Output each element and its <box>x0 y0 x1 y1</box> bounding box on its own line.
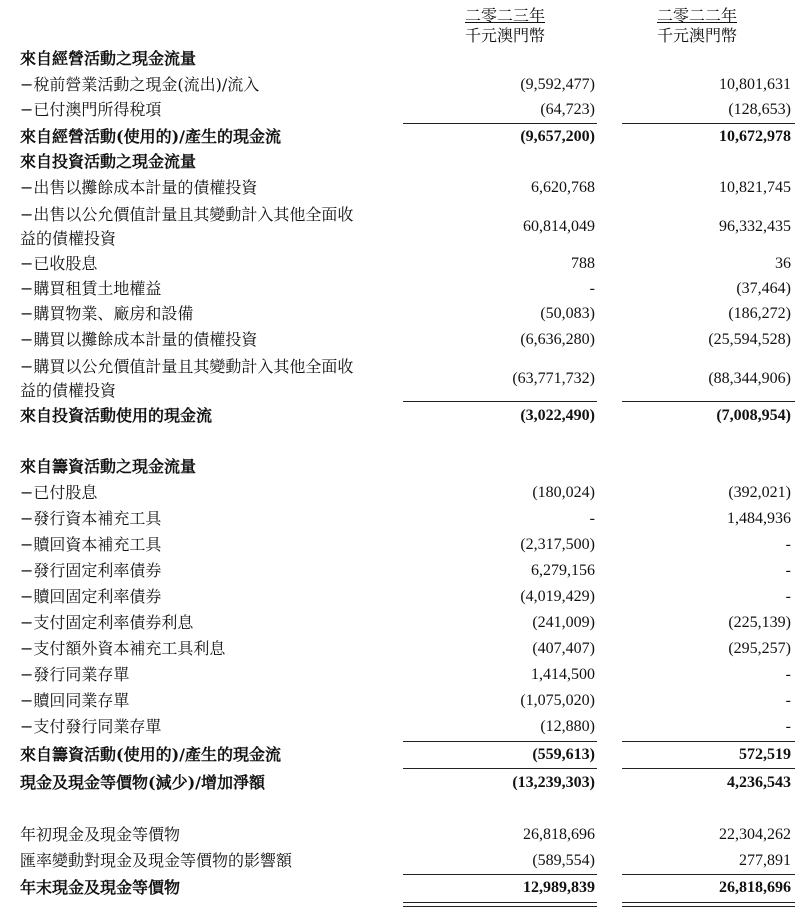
value-2022: (295,257) <box>728 640 791 657</box>
table-row <box>0 508 803 532</box>
value-2023: 12,989,839 <box>523 879 595 896</box>
value-2022: 277,891 <box>739 852 791 869</box>
value-2023: 6,279,156 <box>531 562 595 579</box>
net-change-row <box>0 772 803 796</box>
subtotal-rule <box>622 874 795 875</box>
table-row <box>0 253 803 277</box>
row-label: −已收股息 <box>20 254 98 273</box>
value-2022: 36 <box>775 255 791 272</box>
value-2023: (13,239,303) <box>512 774 595 791</box>
value-2022: 22,304,262 <box>719 826 791 843</box>
value-2022: - <box>785 562 791 579</box>
row-label: 來自籌資活動之現金流量 <box>20 457 197 476</box>
row-label: −購買以公允價值計量且其變動計入其他全面收 益的債權投資 <box>20 357 354 400</box>
row-label: −已付澳門所得稅項 <box>20 100 162 119</box>
table-row <box>0 203 803 251</box>
subtotal-row <box>0 126 803 150</box>
row-label: 來自投資活動使用的現金流 <box>20 406 213 425</box>
column-year-2022: 二零二二年 <box>656 6 737 25</box>
closing-balance-row <box>0 877 803 901</box>
subtotal-rule <box>403 768 597 769</box>
table-row <box>0 278 803 302</box>
subtotal-rule <box>622 123 795 124</box>
row-label: 來自經營活動(使用的)/產生的現金流 <box>20 127 281 146</box>
value-2022: 1,484,936 <box>727 510 791 527</box>
row-label: 來自經營活動之現金流量 <box>20 49 197 68</box>
value-2023: (63,771,732) <box>512 370 595 387</box>
value-2022: 10,821,745 <box>719 179 791 196</box>
value-2023: (407,407) <box>532 640 595 657</box>
table-row <box>0 482 803 506</box>
value-2022: (25,594,528) <box>708 331 791 348</box>
value-2022: (37,464) <box>736 280 791 297</box>
column-unit-2023: 千元澳門幣 <box>464 26 545 45</box>
row-label: −支付發行同業存單 <box>20 717 162 736</box>
value-2023: (64,723) <box>540 101 595 118</box>
section-financing-heading <box>0 456 803 480</box>
value-2022: (392,021) <box>728 484 791 501</box>
table-row <box>0 355 803 403</box>
table-row <box>0 560 803 584</box>
value-2022: (186,272) <box>728 305 791 322</box>
subtotal-rule <box>622 741 795 742</box>
row-label: −贖回固定利率債券 <box>20 587 162 606</box>
value-2022: 10,801,631 <box>719 76 791 93</box>
row-label: 來自籌資活動(使用的)/產生的現金流 <box>20 745 281 764</box>
value-2023: 788 <box>571 255 595 272</box>
value-2023: 26,818,696 <box>523 826 595 843</box>
value-2022: - <box>785 536 791 553</box>
value-2022: 10,672,978 <box>719 128 791 145</box>
row-label: 年初現金及現金等價物 <box>20 825 181 844</box>
value-2023: (2,317,500) <box>520 536 595 553</box>
value-2022: - <box>785 692 791 709</box>
total-double-rule <box>403 902 597 907</box>
value-2023: (1,075,020) <box>520 692 595 709</box>
table-row <box>0 586 803 610</box>
value-2023: (3,022,490) <box>520 407 595 424</box>
value-2022: (88,344,906) <box>708 370 791 387</box>
value-2022: - <box>785 718 791 735</box>
subtotal-row <box>0 744 803 768</box>
subtotal-rule <box>403 741 597 742</box>
table-row <box>0 74 803 98</box>
value-2023: 60,814,049 <box>523 218 595 235</box>
table-row <box>0 177 803 201</box>
table-row <box>0 664 803 688</box>
subtotal-rule <box>622 401 795 402</box>
row-label: −贖回同業存單 <box>20 691 130 710</box>
table-row <box>0 99 803 123</box>
value-2022: 572,519 <box>739 746 791 763</box>
value-2022: 96,332,435 <box>719 218 791 235</box>
row-label: 現金及現金等價物(減少)/增加淨額 <box>20 773 265 792</box>
value-2023: (50,083) <box>540 305 595 322</box>
table-row <box>0 638 803 662</box>
table-row <box>0 716 803 740</box>
table-row <box>0 303 803 327</box>
value-2023: 1,414,500 <box>531 666 595 683</box>
value-2023: (241,009) <box>532 614 595 631</box>
row-label: −出售以攤餘成本計量的債權投資 <box>20 178 258 197</box>
table-row <box>0 824 803 848</box>
row-label: −購買租賃土地權益 <box>20 279 162 298</box>
subtotal-row <box>0 405 803 429</box>
value-2022: 26,818,696 <box>719 879 791 896</box>
value-2023: (12,880) <box>540 718 595 735</box>
row-label: 來自投資活動之現金流量 <box>20 152 197 171</box>
value-2023: - <box>589 280 595 297</box>
value-2022: - <box>785 588 791 605</box>
table-row <box>0 850 803 874</box>
section-operating-heading <box>0 48 803 72</box>
row-label: −支付額外資本補充工具利息 <box>20 639 226 658</box>
table-row <box>0 534 803 558</box>
value-2023: (9,592,477) <box>520 76 595 93</box>
row-label: −購買物業、廠房和設備 <box>20 304 194 323</box>
column-unit-2022: 千元澳門幣 <box>656 26 737 45</box>
row-label: −發行資本補充工具 <box>20 509 162 528</box>
table-row <box>0 612 803 636</box>
table-row <box>0 690 803 714</box>
value-2023: (559,613) <box>532 746 595 763</box>
subtotal-rule <box>403 874 597 875</box>
value-2023: (6,636,280) <box>520 331 595 348</box>
value-2023: (9,657,200) <box>520 128 595 145</box>
value-2023: (589,554) <box>532 852 595 869</box>
value-2022: (7,008,954) <box>716 407 791 424</box>
value-2023: - <box>589 510 595 527</box>
total-double-rule <box>622 902 795 907</box>
subtotal-rule <box>403 401 597 402</box>
row-label: −發行固定利率債券 <box>20 561 162 580</box>
row-label: −購買以攤餘成本計量的債權投資 <box>20 330 258 349</box>
row-label: −贖回資本補充工具 <box>20 535 162 554</box>
row-label: 匯率變動對現金及現金等價物的影響額 <box>20 851 293 870</box>
value-2022: (225,139) <box>728 614 791 631</box>
value-2023: 6,620,768 <box>531 179 595 196</box>
section-investing-heading <box>0 151 803 175</box>
subtotal-rule <box>622 768 795 769</box>
value-2023: (4,019,429) <box>520 588 595 605</box>
column-year-2023: 二零二三年 <box>464 6 545 25</box>
column-header-2022 <box>632 6 762 46</box>
value-2022: (128,653) <box>728 101 791 118</box>
value-2022: - <box>785 666 791 683</box>
subtotal-rule <box>403 123 597 124</box>
value-2022: 4,236,543 <box>727 774 791 791</box>
column-header-2023 <box>440 6 570 46</box>
value-2023: (180,024) <box>532 484 595 501</box>
row-label: −出售以公允價值計量且其變動計入其他全面收 益的債權投資 <box>20 205 354 248</box>
row-label: −支付固定利率債券利息 <box>20 613 194 632</box>
row-label: −已付股息 <box>20 483 98 502</box>
row-label: −稅前營業活動之現金(流出)/流入 <box>20 75 260 94</box>
table-row <box>0 329 803 353</box>
row-label: −發行同業存單 <box>20 665 130 684</box>
row-label: 年末現金及現金等價物 <box>20 878 181 897</box>
